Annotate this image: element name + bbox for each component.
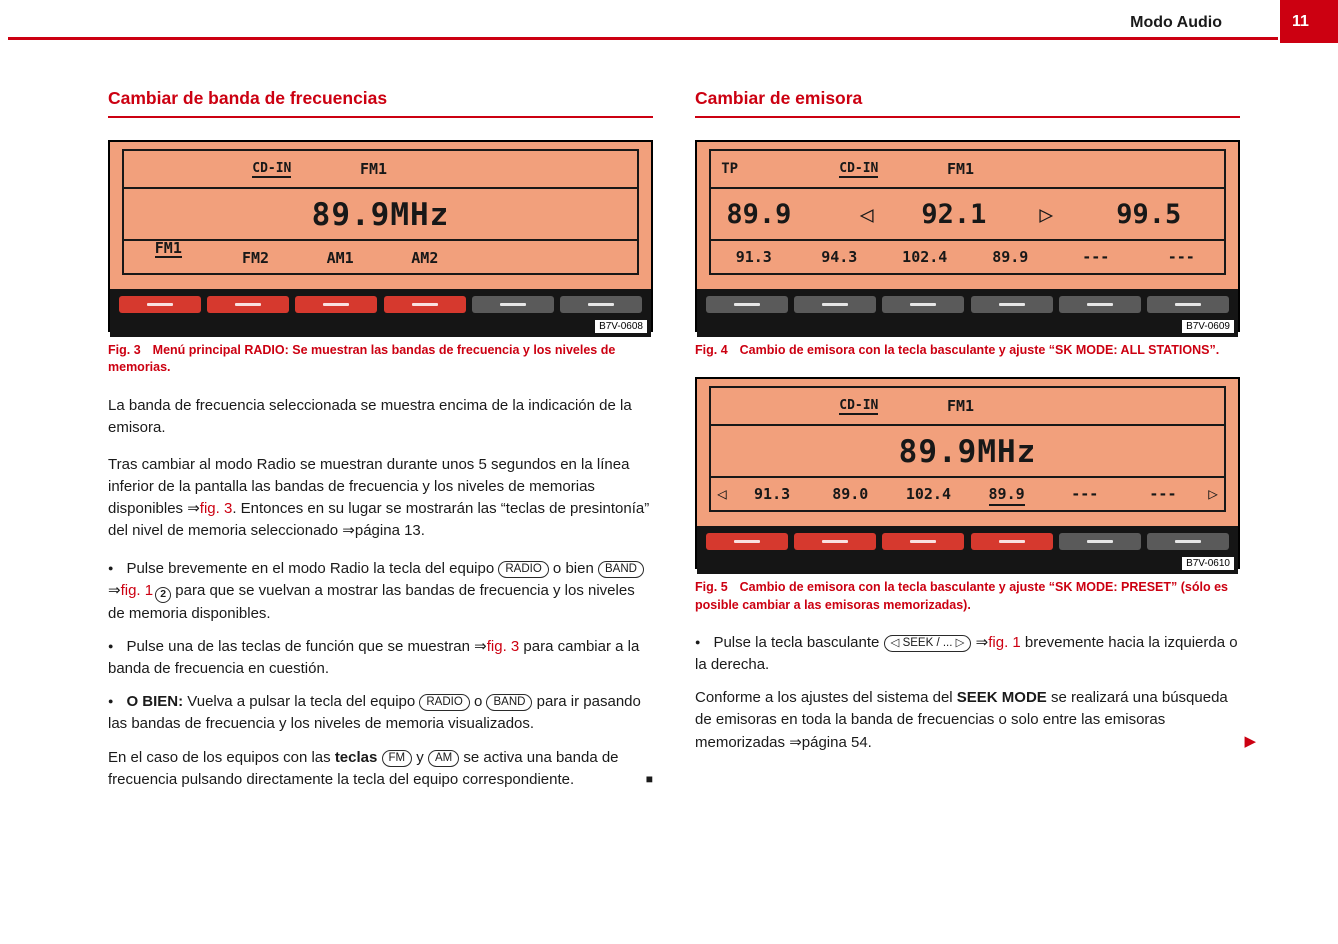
band-indicator: FM1 <box>946 397 975 416</box>
paragraph <box>108 747 653 791</box>
frequency-current: 92.1 <box>921 199 987 230</box>
band-indicator: FM1 <box>359 160 388 178</box>
seek-left-icon: ◁ <box>717 484 727 504</box>
device-button <box>1059 296 1141 313</box>
radio-screen <box>697 149 1238 289</box>
seek-rocker-keycap: ◁ SEEK / ... ▷ <box>884 635 972 652</box>
tp-indicator: TP <box>721 161 739 177</box>
figure-code: B7V-0610 <box>1182 557 1234 570</box>
caption-text: Menú principal RADIO: Se muestran las bandas de frecuencia y los niveles de memorias. <box>108 343 616 375</box>
text-run: para ir pasando las bandas de frecuencia y los niveles de memoria visualizados. <box>108 693 641 733</box>
device-button <box>971 296 1053 313</box>
figure-label: Fig. 3 <box>108 343 141 357</box>
preset-frequency: 91.3 <box>754 485 791 504</box>
band-key-fm2: FM2 <box>241 249 270 267</box>
button-dash-icon <box>822 303 848 306</box>
cross-ref-fig1[interactable]: fig. 1 <box>120 581 154 599</box>
device-button <box>1147 533 1229 550</box>
frequency-scan-row <box>711 187 1224 239</box>
arrow-glyph: ⇒ <box>474 637 487 655</box>
text-run: Pulse brevemente en el modo Radio la tecla del equipo <box>126 559 499 577</box>
text-run: En el caso de los equipos con las <box>108 748 335 766</box>
caption-text: Cambio de emisora con la tecla basculante y ajuste “SK MODE: PRESET” (sólo es posible cambiar a las emisoras memorizadas). <box>695 580 1228 612</box>
preset-frequency: --- <box>1167 248 1195 266</box>
band-key-am2: AM2 <box>411 249 439 267</box>
device-button <box>882 533 964 550</box>
section-heading-station: Cambiar de emisora <box>695 88 1240 118</box>
callout-2-icon: 2 <box>155 587 171 603</box>
button-dash-icon <box>235 303 261 306</box>
preset-frequency: --- <box>1071 485 1099 504</box>
device-button-strip <box>110 289 651 337</box>
figure-4-radio-display <box>695 140 1240 332</box>
lcd-display <box>122 149 639 275</box>
button-dash-icon <box>588 303 614 306</box>
text-run: Conforme a los ajustes del sistema del <box>695 689 957 707</box>
text-run: Vuelva a pulsar la tecla del equipo <box>183 693 420 711</box>
figure-label: Fig. 4 <box>695 343 728 357</box>
arrow-glyph: ⇒ <box>342 522 355 540</box>
device-button <box>794 533 876 550</box>
button-dash-icon <box>1175 540 1201 543</box>
selected-preset: 89.9 <box>989 485 1025 506</box>
preset-row <box>711 239 1224 273</box>
cross-ref-fig3[interactable]: fig. 3 <box>486 637 520 655</box>
frequency-display <box>124 187 637 239</box>
cross-ref-page54[interactable]: página 54. <box>801 733 872 751</box>
display-header-row <box>124 151 637 187</box>
bullet-item <box>108 558 653 625</box>
text-run: se realizará una búsqueda de emisoras en toda la banda de frecuencias o solo entre las emisoras memorizadas <box>695 689 1228 751</box>
preset-row <box>711 476 1224 510</box>
button-dash-icon <box>910 303 936 306</box>
preset-frequency: 91.3 <box>735 248 772 266</box>
band-key-fm1: FM1 <box>154 239 182 257</box>
page-number-box <box>1280 0 1338 43</box>
device-button <box>1059 533 1141 550</box>
band-key-am1: AM1 <box>326 249 354 267</box>
device-button <box>1147 296 1229 313</box>
text-run: La banda de frecuencia seleccionada se muestra encima de la indicación de la emisora. <box>108 396 632 436</box>
seek-right-icon: ▷ <box>1039 202 1054 228</box>
paragraph <box>108 454 653 543</box>
bold-run: teclas <box>334 748 378 766</box>
button-dash-icon <box>910 540 936 543</box>
text-run: para que se vuelvan a mostrar las bandas de frecuencia y los niveles de memoria disponibles. <box>108 581 635 622</box>
bullet-item <box>108 691 653 735</box>
left-column <box>108 88 653 806</box>
preset-frequency: 89.0 <box>832 485 869 504</box>
preset-frequency-selected <box>968 477 1046 511</box>
bullet-item <box>695 632 1240 676</box>
figure-3-caption <box>108 342 653 377</box>
figure-3-radio-display <box>108 140 653 332</box>
button-dash-icon <box>999 303 1025 306</box>
device-button <box>384 296 466 313</box>
page-number: 11 <box>1292 12 1309 30</box>
text-run: Pulse una de las teclas de función que se muestran <box>126 637 475 655</box>
button-dash-icon <box>412 303 438 306</box>
device-button <box>560 296 642 313</box>
device-button <box>119 296 201 313</box>
device-button-strip <box>697 526 1238 574</box>
seek-right-icon: ▷ <box>1208 484 1218 504</box>
device-button <box>882 296 964 313</box>
frequency-right: 99.5 <box>1116 199 1182 230</box>
radio-screen <box>697 386 1238 526</box>
arrow-glyph: ⇒ <box>108 581 121 599</box>
radio-keycap: RADIO <box>498 561 548 578</box>
text-run: o <box>469 693 487 711</box>
button-dash-icon <box>500 303 526 306</box>
device-button <box>472 296 554 313</box>
seek-left-icon: ◁ <box>859 202 874 228</box>
figure-5-caption <box>695 579 1240 614</box>
frequency-display <box>711 424 1224 476</box>
cross-ref-fig3[interactable]: fig. 3 <box>199 500 233 518</box>
text-run: o bien <box>548 559 598 577</box>
figure-code: B7V-0609 <box>1182 320 1234 333</box>
header-rule <box>8 37 1278 40</box>
cd-in-indicator: CD-IN <box>252 161 292 176</box>
frequency-left: 89.9 <box>726 199 792 230</box>
preset-frequency: 89.9 <box>992 248 1029 266</box>
bold-run: SEEK MODE <box>956 689 1047 707</box>
arrow-glyph: ⇒ <box>187 500 200 518</box>
text-run: se activa una banda de frecuencia pulsando directamente la tecla del equipo correspondiente. <box>108 748 619 788</box>
frequency-value: 89.9MHz <box>311 197 450 233</box>
header-section-title: Modo Audio <box>1130 14 1222 31</box>
radio-keycap: RADIO <box>419 694 469 711</box>
preset-frequency: --- <box>1149 485 1177 504</box>
cd-in-indicator: CD-IN <box>839 398 879 414</box>
bold-run: O BIEN: <box>126 693 184 711</box>
cd-in-indicator: CD-IN <box>839 161 879 176</box>
button-dash-icon <box>1175 303 1201 306</box>
band-keycap: BAND <box>598 561 644 578</box>
figure-5-radio-display <box>695 377 1240 569</box>
figure-4-caption <box>695 342 1240 359</box>
button-dash-icon <box>323 303 349 306</box>
text-run: para cambiar a la banda de frecuencia en cuestión. <box>108 637 640 677</box>
text-run: Pulse la tecla basculante <box>713 633 884 651</box>
paragraph <box>108 395 653 439</box>
figure-label: Fig. 5 <box>695 580 728 595</box>
text-run <box>377 749 381 766</box>
page-continues-marker: ▶ <box>1244 732 1256 750</box>
lcd-display <box>709 149 1226 275</box>
button-dash-icon <box>822 540 848 543</box>
bullet-item <box>108 636 653 680</box>
caption-text: Cambio de emisora con la tecla basculante y ajuste “SK MODE: ALL STATIONS”. <box>739 343 1220 357</box>
cross-ref-page13[interactable]: página 13. <box>354 522 425 540</box>
section-heading-bands: Cambiar de banda de frecuencias <box>108 88 653 118</box>
button-dash-icon <box>734 540 760 543</box>
device-button <box>207 296 289 313</box>
preset-frequency: 94.3 <box>821 248 858 266</box>
button-dash-icon <box>147 303 173 306</box>
arrow-glyph: ⇒ <box>975 633 989 651</box>
band-indicator: FM1 <box>946 160 975 178</box>
button-dash-icon <box>999 540 1025 543</box>
section-end-marker: ■ <box>645 772 653 787</box>
fm-keycap: FM <box>382 750 413 767</box>
text-run: brevemente hacia la izquierda o la derecha. <box>695 633 1238 673</box>
text-run: Tras cambiar al modo Radio se muestran durante unos 5 segundos en la línea inferior de la pantalla las bandas de frecuencia y los niveles de memorias disponibles <box>108 455 630 518</box>
button-dash-icon <box>734 303 760 306</box>
arrow-glyph: ⇒ <box>789 733 802 751</box>
device-button <box>706 296 788 313</box>
right-column <box>695 88 1256 769</box>
device-button <box>706 533 788 550</box>
band-keys-row <box>124 239 637 273</box>
device-button <box>971 533 1053 550</box>
cross-ref-fig1[interactable]: fig. 1 <box>988 633 1021 651</box>
frequency-value: 89.9MHz <box>898 434 1037 471</box>
device-button <box>794 296 876 313</box>
button-dash-icon <box>1087 303 1113 306</box>
preset-frequency: 102.4 <box>905 485 951 504</box>
device-button-strip <box>697 289 1238 337</box>
band-keycap: BAND <box>486 694 532 711</box>
preset-frequency: --- <box>1082 248 1110 266</box>
text-run: . Entonces en su lugar se mostrarán las “teclas de presintonía” del nivel de memoria seleccionado <box>108 500 650 540</box>
device-button <box>295 296 377 313</box>
radio-screen <box>110 149 651 289</box>
lcd-display <box>709 386 1226 512</box>
am-keycap: AM <box>428 750 459 767</box>
paragraph <box>695 687 1256 754</box>
display-header-row <box>711 388 1224 424</box>
figure-code: B7V-0608 <box>595 320 647 333</box>
text-run: y <box>412 748 428 766</box>
preset-frequency: 102.4 <box>902 248 948 266</box>
display-header-row <box>711 151 1224 187</box>
button-dash-icon <box>1087 540 1113 543</box>
